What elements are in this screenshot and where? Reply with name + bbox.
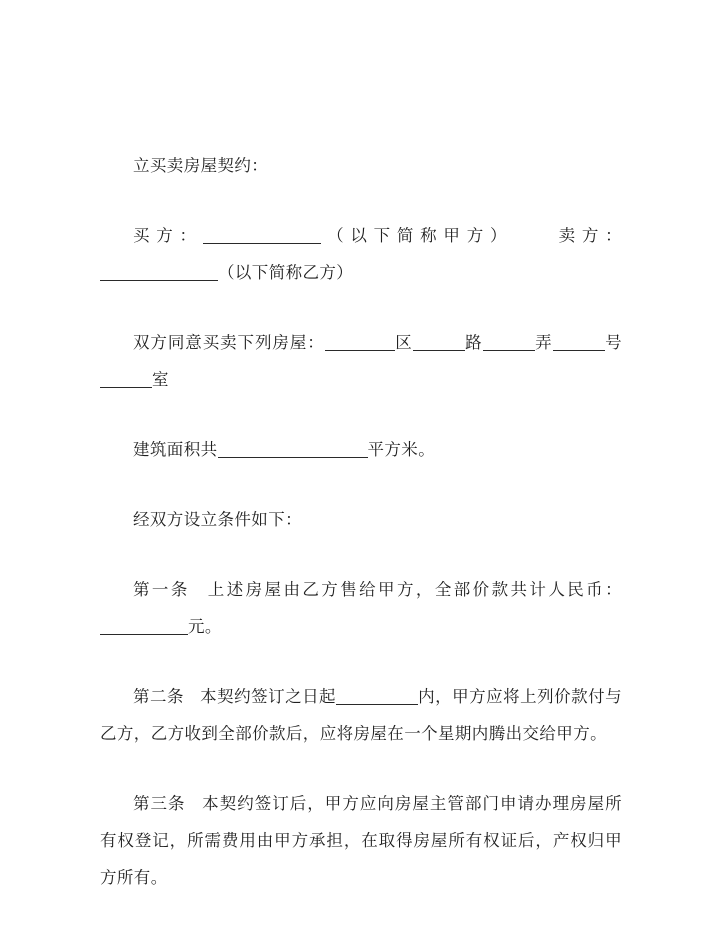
paragraph-article-1 [100, 572, 622, 646]
article-2-text-a: 本契约签订之日起 [200, 688, 337, 706]
buyer-alias: （以下简称甲方） [320, 227, 514, 245]
payment-period-blank[interactable] [336, 690, 418, 705]
article-1-label: 第一条 [133, 581, 190, 599]
number-unit: 号 [604, 334, 622, 352]
room-blank[interactable] [100, 373, 152, 388]
lane-unit: 弄 [534, 334, 553, 352]
property-lead-text: 双方同意买卖下列房屋： [133, 334, 325, 352]
district-unit: 区 [394, 334, 413, 352]
lane-blank[interactable] [483, 336, 535, 351]
district-blank[interactable] [325, 336, 395, 351]
road-unit: 路 [464, 334, 483, 352]
article-2-label: 第二条 [133, 688, 184, 706]
buyer-name-blank[interactable] [203, 229, 321, 244]
paragraph-property-address [100, 325, 622, 399]
paragraph-intro [100, 148, 622, 185]
article-2-text-b: 内，甲方应将上列价款付与乙方，乙方收到全部价款后，应将房屋在一个星期内腾出交给甲方。 [100, 688, 623, 743]
room-unit: 室 [152, 371, 169, 389]
area-unit-text: 平方米。 [367, 441, 436, 459]
article-3-label: 第三条 [133, 795, 186, 813]
seller-name-blank[interactable] [100, 266, 218, 281]
area-blank[interactable] [218, 443, 368, 458]
buyer-label: 买方： [133, 227, 203, 245]
document-body [100, 148, 622, 897]
paragraph-article-3 [100, 786, 622, 897]
road-blank[interactable] [413, 336, 465, 351]
paragraph-conditions-lead [100, 502, 622, 539]
article-1-text-a: 上述房屋由乙方售给甲方，全部价款共计人民币： [205, 581, 622, 599]
conditions-lead-text: 经双方设立条件如下： [133, 511, 302, 529]
seller-label: 卖方： [558, 227, 623, 245]
paragraph-article-2 [100, 679, 622, 753]
paragraph-building-area [100, 432, 622, 469]
total-price-blank[interactable] [100, 620, 188, 635]
number-blank[interactable] [553, 336, 605, 351]
paragraph-parties [100, 218, 622, 292]
intro-text: 立买卖房屋契约： [133, 157, 269, 175]
article-3-text: 本契约签订后，甲方应向房屋主管部门申请办理房屋所有权登记，所需费用由甲方承担，在取得房屋所有权证后，产权归甲方所有。 [100, 795, 622, 887]
seller-alias: （以下简称乙方） [218, 264, 354, 282]
article-1-text-b: 元。 [188, 618, 222, 636]
area-lead-text: 建筑面积共 [133, 441, 218, 459]
